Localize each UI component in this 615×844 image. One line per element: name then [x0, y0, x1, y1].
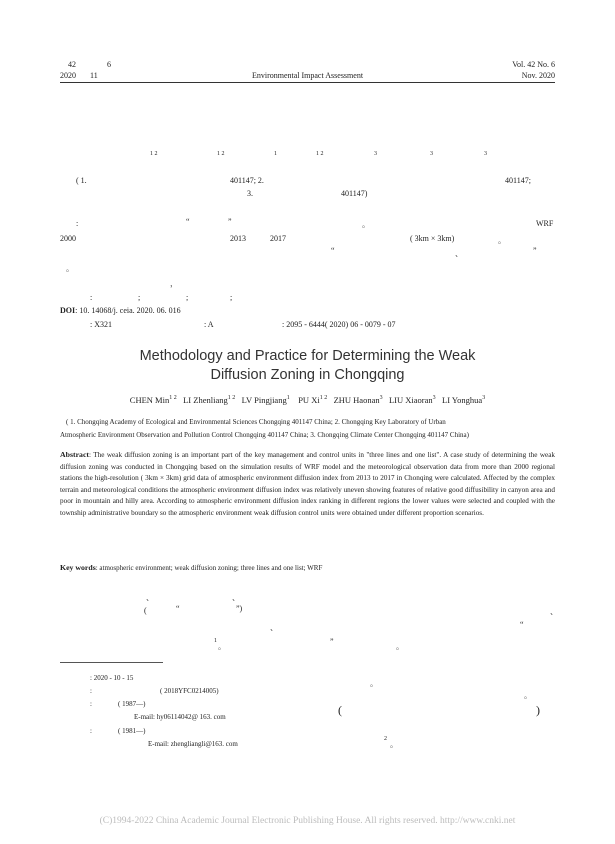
cn-author-sup-2: 1 2: [217, 151, 225, 157]
rightcol-period-1: 。: [370, 679, 378, 688]
cn-abstract-period-2: 。: [498, 236, 506, 245]
body-quote-open: “: [176, 604, 180, 613]
cn-abstract-quote-open-2: “: [331, 246, 335, 255]
cn-abstract-quote-close-2: ”: [533, 246, 537, 255]
keywords-en: [60, 563, 322, 572]
footnote-fund: :: [90, 687, 92, 695]
body-quote-close: ”): [236, 604, 243, 613]
cn-author-sup-6: 3: [430, 151, 433, 157]
author-en-6: LIU Xiaoran: [388, 395, 433, 405]
title-en-line-2: Diffusion Zoning in Chongqing: [210, 367, 405, 383]
author-en-4-sup: 1 2: [319, 395, 328, 402]
abstract-en-label: Abstract: [60, 450, 90, 459]
header-journal-en: Environmental Impact Assessment: [251, 71, 364, 80]
rightcol-paren-open: (: [338, 703, 342, 717]
header-month-cn: 11: [90, 71, 98, 80]
author-en-7: LI Yonghua: [442, 395, 483, 405]
cn-abstract-2000: 2000: [60, 234, 76, 243]
cn-abstract-colon: :: [76, 219, 79, 228]
header-rule: [60, 82, 555, 83]
affil-en-line-2: Atmospheric Environment Observation and Pollution Control Chongqing 401147 China; 3. Chongqing Climate Center Chongqing 401147 China): [60, 431, 469, 439]
cn-keywords-sep-2: ;: [186, 293, 189, 302]
footnote-author2: :: [90, 727, 92, 735]
abstract-en-text: : The weak diffusion zoning is an important part of the key management and control units in "three lines and one list". A case study of determining the weak diffusion zoning was conducted in Chongqing based on the simulation results of WRF model and the meteorological observation data from more than 2000 regional stations the high-resolution ( 3km × 3km) grid data of atmospheric environment diffusion index from 2013 to 2017 in Chonqing were calculated. Affected by the complex terrain and meteorological conditions the atmospheric environment diffusion index was relatively uneven showing features of relative good diffusibility in canyon area and poor in mountain and hilly area. According to atmospheric environment diffusion index ranking in different regions the lower values were selected and coupled with the township administrative boundary so the atmospheric environment weak diffusion control units were obtained under different proportion scenarios.: [60, 451, 555, 517]
rightcol-period-3: 。: [390, 740, 398, 749]
cn-abstract-comma: ，: [170, 279, 178, 288]
keywords-en-text: : atmospheric environment; weak diffusion zoning; three lines and one list; WRF: [95, 564, 323, 572]
abstract-en: [60, 449, 555, 520]
cn-abstract-dun: 、: [455, 249, 463, 258]
author-en-3: LV Pingjiang: [241, 395, 287, 405]
clc-number: : X321: [90, 320, 112, 329]
author-en-4: PU Xi: [298, 395, 320, 405]
rightcol-paren-close: ): [536, 703, 540, 717]
rightcol-period-2: 。: [524, 691, 532, 700]
body-dun-1: 、: [146, 593, 154, 602]
cn-abstract-2017: 2017: [270, 234, 286, 243]
title-en-line-1: Methodology and Practice for Determining the Weak: [139, 348, 476, 364]
body-dun-3: 、: [550, 607, 558, 616]
body-period-a: 。: [218, 642, 226, 651]
footnote-author1-year: ( 1987—): [118, 700, 146, 708]
footnote-author1-email: E-mail: hy06114042@ 163. com: [134, 713, 226, 721]
affil-en-line-1: ( 1. Chongqing Academy of Ecological and Environmental Sciences Chongqing 401147 China; 2. Chongqing Key Laboratory of Urban: [66, 418, 446, 426]
keywords-en-label: Key words: [60, 563, 96, 572]
header-volume-cn: 42: [68, 60, 76, 69]
cn-abstract-wrf: WRF: [536, 219, 554, 228]
cn-author-sup-5: 3: [374, 151, 377, 157]
cn-abstract-quote-open: “: [186, 217, 190, 226]
body-period-b: 。: [396, 642, 404, 651]
body-paren-open: (: [144, 606, 147, 615]
cn-author-sup-4: 1 2: [316, 151, 324, 157]
cn-abstract-resolution: ( 3km × 3km): [410, 234, 455, 243]
cn-keywords-sep-3: ;: [230, 293, 233, 302]
cn-affil-line2-b: 401147): [341, 189, 368, 198]
authors-en: [0, 395, 615, 405]
cn-abstract-period-3: 。: [66, 264, 74, 273]
footnote-rule: [60, 662, 163, 663]
author-en-2: LI Zhenliang: [183, 395, 228, 405]
doi-value: : 10. 14068/j. ceia. 2020. 06. 016: [75, 306, 181, 315]
body-quote-close-3: ”: [330, 637, 334, 646]
cn-abstract-2013: 2013: [230, 234, 246, 243]
header-issue-cn: 6: [107, 60, 111, 69]
cn-author-sup-3: 1: [274, 151, 277, 157]
author-en-5-sup: 3: [379, 395, 383, 402]
footnote-author2-email: E-mail: zhengliangli@163. com: [148, 740, 238, 748]
copyright-watermark: (C)1994-2022 China Academic Journal Electronic Publishing House. All rights reserved. http://www.cnki.net: [99, 816, 516, 826]
article-number: : 2095 - 6444( 2020) 06 - 0079 - 07: [282, 320, 396, 329]
author-en-3-sup: 1: [286, 395, 290, 402]
doi-line: [60, 306, 181, 315]
rightcol-ref-2: 2: [384, 736, 387, 742]
doi-label: DOI: [60, 306, 76, 315]
document-code: : A: [204, 320, 214, 329]
body-quote-open-3: “: [520, 620, 524, 629]
author-en-7-sup: 3: [482, 395, 486, 402]
author-en-6-sup: 3: [432, 395, 436, 402]
body-ref-1: 1: [214, 638, 217, 644]
footnote-author1: :: [90, 700, 92, 708]
footnote-received: : 2020 - 10 - 15: [90, 674, 134, 682]
header-date-en: Nov. 2020: [521, 71, 555, 80]
header-year-cn: 2020: [60, 71, 76, 80]
header-volume-en: Vol. 42 No. 6: [512, 60, 555, 69]
footnote-fund-no: ( 2018YFC0214005): [160, 687, 219, 695]
cn-author-sup-7: 3: [484, 151, 487, 157]
cn-keywords-colon: :: [90, 293, 93, 302]
cn-affil-line1-c: 401147;: [505, 176, 531, 185]
cn-author-sup-1: 1 2: [150, 151, 158, 157]
cn-keywords-sep-1: ;: [138, 293, 141, 302]
cn-affil-line1-a: ( 1.: [76, 176, 87, 185]
cn-abstract-quote-close: ”: [228, 217, 232, 226]
author-en-1-sup: 1 2: [169, 395, 177, 402]
cn-abstract-period-1: 。: [362, 220, 370, 229]
author-en-1: CHEN Min: [129, 395, 170, 405]
author-en-5: ZHU Haonan: [333, 395, 380, 405]
author-en-2-sup: 1 2: [227, 395, 236, 402]
footnote-author2-year: ( 1981—): [118, 727, 146, 735]
body-dun-2: 、: [232, 593, 240, 602]
cn-affil-line2-a: 3.: [247, 189, 253, 198]
body-dun-4: 、: [270, 623, 278, 632]
cn-affil-line1-b: 401147; 2.: [230, 176, 264, 185]
